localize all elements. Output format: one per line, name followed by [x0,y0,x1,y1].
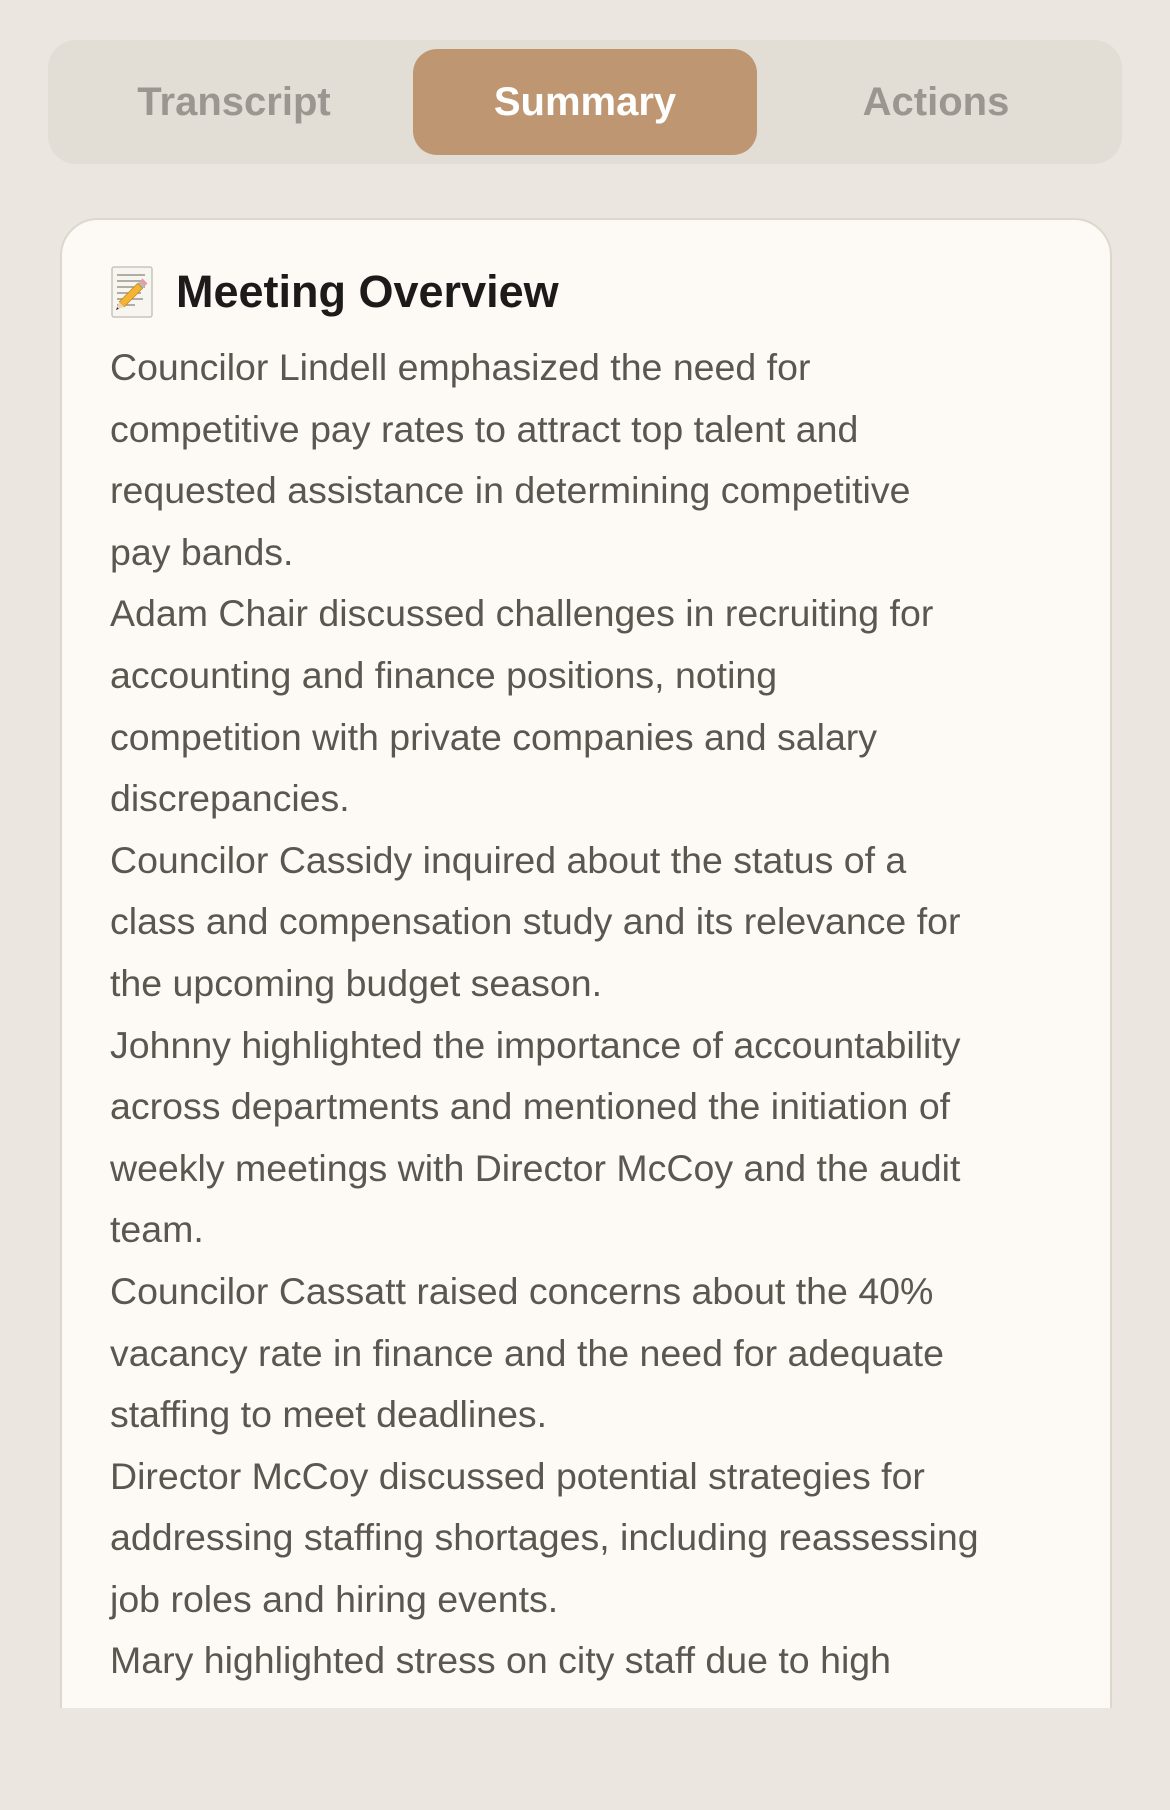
summary-line: vacancy rate in finance and the need for adequate [110,1331,944,1374]
summary-line: Adam Chair discussed challenges in recruiting for [110,592,934,635]
summary-line: addressing staffing shortages, including reassessing [110,1516,979,1559]
card-title: Meeting Overview [176,266,559,317]
summary-line: across departments and mentioned the initiation of [110,1085,951,1128]
summary-line: Director McCoy discussed potential strategies for [110,1454,925,1497]
summary-line: competition with private companies and salary [110,715,878,758]
summary-line: requested assistance in determining competitive [110,469,911,512]
summary-line: Johnny highlighted the importance of accountability [110,1023,961,1066]
summary-line: job roles and hiring events. [110,1577,559,1620]
summary-line: Mary highlighted stress on city staff due to high [110,1639,891,1682]
summary-line: staffing to meet deadlines. [110,1393,548,1436]
summary-body [110,337,1110,1692]
summary-line: competitive pay rates to attract top talent and [110,407,859,450]
summary-scroll-area[interactable] [60,218,1112,1708]
summary-line: weekly meetings with Director McCoy and the audit [110,1146,961,1189]
summary-line: pay bands. [110,530,294,573]
card-header [110,264,559,320]
summary-line: team. [110,1208,204,1251]
summary-line: the upcoming budget season. [110,961,603,1004]
summary-line: accounting and finance positions, noting [110,653,778,696]
summary-line: Councilor Cassidy inquired about the status of a [110,838,907,881]
tab-summary[interactable]: Summary [413,49,757,155]
summary-card [60,218,1112,1708]
memo-icon [110,264,164,320]
summary-line: class and compensation study and its relevance for [110,900,961,943]
summary-line: discrepancies. [110,777,350,820]
segmented-tab-bar [48,40,1122,164]
summary-line: Councilor Cassatt raised concerns about the 40% [110,1269,934,1312]
tab-transcript[interactable]: Transcript [137,79,331,124]
summary-line: Councilor Lindell emphasized the need for [110,346,811,388]
tab-actions[interactable]: Actions [862,79,1010,124]
